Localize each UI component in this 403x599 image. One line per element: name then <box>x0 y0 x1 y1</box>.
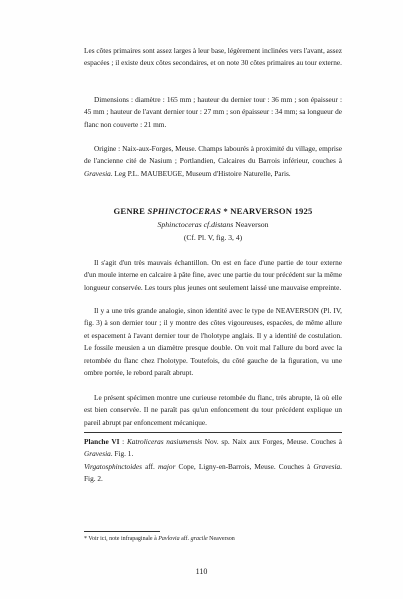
genus-author: NEARVERSON 1925 <box>227 206 313 216</box>
planche-gravesia-1: Gravesia <box>84 449 111 459</box>
paragraph-dimensions: Dimensions : diamètre : 165 mm ; hauteur du dernier tour : 36 mm ; son épaisseur : 45 mm ; hauteur de l'avant dernier tour : 27 mm ; son épaisseur : 34 mm; sa longueur de flanc non couverte : 21 mm. <box>84 95 342 129</box>
planche-caption-1 <box>84 436 342 461</box>
planche-text-1: Nov. sp. Naix aux Forges, Meuse. Couches à <box>201 437 342 446</box>
footnote-text-a: Voir ici, note infrapaginale à <box>87 536 159 542</box>
footnote <box>84 535 342 543</box>
section-divider <box>84 432 342 433</box>
planche-label: Planche VI <box>84 437 120 446</box>
planche-fig-1: . Fig. 1. <box>110 449 134 459</box>
genus-heading <box>84 206 342 216</box>
footnote-gracile: gracile <box>190 536 208 542</box>
footnote-text-c: Neaverson <box>207 536 235 542</box>
species-name: Sphinctoceras cf.distans <box>157 220 234 229</box>
paragraph-description: Il s'agit d'un très mauvais échantillon. On est en face d'une partie de tour externe d'un moule interne en calcaire à pâte fine, avec une partie du tour précédent sur la même longueur conservée. Les tours plus jeunes ont seulement laissé une mauvaise empreinte. <box>84 258 343 292</box>
origine-text-a: Origine : Naix-aux-Forges, Meuse. Champs labourés à proximité du village, emprise de l'ancienne cité de Nasium ; Portlandien, Calcaires du Barrois inférieur, couches à <box>84 144 342 166</box>
paragraph-origine <box>84 143 342 180</box>
paragraph-comparison: Il y a une très grande analogie, sinon identité avec le type de NEAVERSON (Pl. IV, fig. 3) à son dernier tour ; il y montre des côtes vigoureuses, espacées, de même allure et espacement à l'avant dernier tour de l'holotype anglais. Il y a identité de costulation. Le fossile meusien a un diamètre presque double. On voit mal l'allure du bord avec la retombée du flanc chez l'holotype. Toutefois, du côté gauche de la figuration, vu une ombre portée, le rebord paraît abrupt. <box>84 306 342 378</box>
planche-caption-2 <box>84 461 342 486</box>
planche-major: major <box>157 462 176 471</box>
footnote-star: * <box>84 536 87 542</box>
planche-fig-2: . Fig. 2. <box>84 462 342 484</box>
footnote-pavlovia: Pavlovia <box>158 536 180 542</box>
planche-sep: : <box>119 437 127 446</box>
genus-star: * <box>221 206 228 216</box>
footnote-text-b: aff. <box>179 536 191 542</box>
species-author: Neaverson <box>233 220 269 229</box>
species-heading <box>84 220 342 229</box>
genus-prefix: GENRE <box>113 206 148 216</box>
origine-italic: Gravesia <box>84 168 111 178</box>
planche-aff: aff. <box>141 462 158 471</box>
page-number: 110 <box>195 567 208 576</box>
figure-reference: (Cf. Pl. V, fig. 3, 4) <box>183 233 243 242</box>
footnote-rule <box>84 531 160 532</box>
origine-text-b: . Leg P.L. MAUBEUGE, Museum d'Histoire Naturelle, Paris. <box>110 168 291 178</box>
planche-text-2: Cope, Ligny-en-Barrois, Meuse. Couches à <box>175 462 314 471</box>
paragraph-ribs: Les côtes primaires sont assez larges à leur base, légèrement inclinées vers l'avant, assez espacées ; il existe deux côtes secondaires, et on note 30 côtes primaires au tour externe. <box>84 46 342 68</box>
planche-species-2: Virgatosphinctoides <box>84 462 142 471</box>
paragraph-specimen: Le présent spécimen montre une curieuse retombée du flanc, très abrupte, là où elle est bien conservée. Il ne paraît pas qu'un enfoncement du tour précédent explique un pareil abrupt par enfoncement mécanique. <box>84 393 342 427</box>
planche-species-1: Katroliceras nasiumensis <box>126 437 202 446</box>
planche-gravesia-2: Gravesia <box>313 462 341 471</box>
genus-name: SPHINCTOCERAS <box>147 206 222 216</box>
